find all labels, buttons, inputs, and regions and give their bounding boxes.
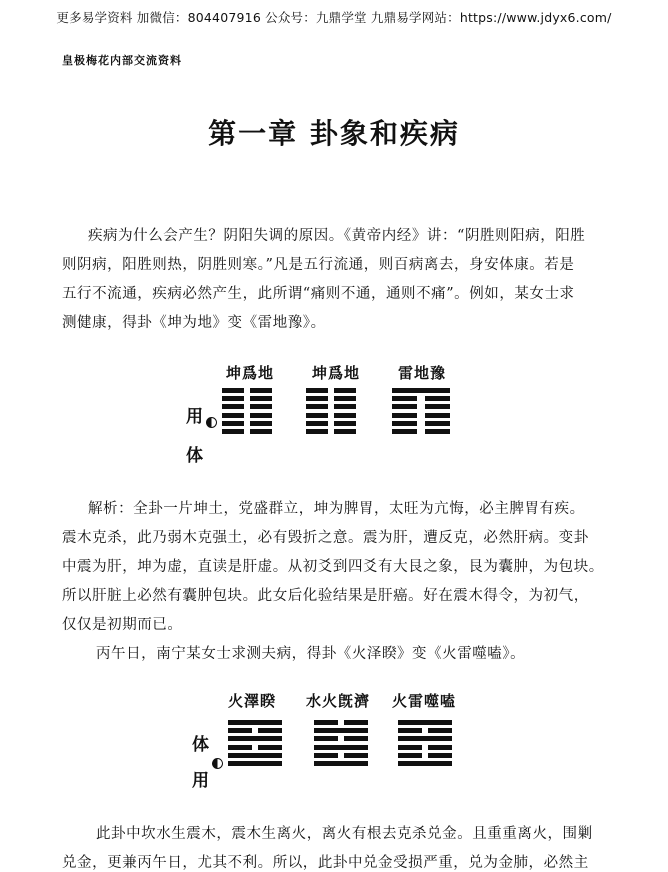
text-line: 则阴病，阳胜则热，阴胜则寒。”凡是五行流通，则百病离去，身安体康。若是 bbox=[62, 257, 575, 273]
hexagram-yu bbox=[392, 388, 450, 437]
hexagram-shike bbox=[398, 720, 452, 769]
yang-line bbox=[314, 728, 368, 733]
text-line: 五行不流通，疾病必然产生，此所谓“痛则不通，通则不痛”。例如，某女士求 bbox=[62, 286, 575, 302]
hexagram-kui bbox=[228, 720, 282, 769]
yang-line bbox=[228, 761, 282, 766]
text-line: 兑金，更兼丙午日，尤其不利。所以，此卦中兑金受损严重，兑为金肺，必然主 bbox=[62, 855, 589, 871]
yin-line bbox=[392, 429, 450, 434]
yin-line bbox=[306, 413, 356, 418]
yin-line bbox=[398, 728, 452, 733]
yin-line bbox=[228, 745, 282, 750]
hexagram-label: 火雷噬嗑 bbox=[392, 692, 457, 710]
yang-line bbox=[228, 753, 282, 758]
side-label-bottom: 用 bbox=[192, 771, 209, 791]
yin-line bbox=[228, 728, 282, 733]
text-line: 所以肝脏上必然有囊肿包块。此女后化验结果是肝癌。好在震木得令，为初气， bbox=[62, 588, 589, 604]
yang-line bbox=[228, 736, 282, 741]
yin-line bbox=[222, 388, 272, 393]
running-header: 皇极梅花内部交流资料 bbox=[62, 54, 182, 67]
text-line: 仅仅是初期而已。 bbox=[62, 617, 183, 633]
hexagram-label: 火澤睽 bbox=[228, 692, 277, 710]
yang-line bbox=[314, 761, 368, 766]
yin-line bbox=[306, 429, 356, 434]
side-label-top: 体 bbox=[192, 735, 209, 755]
yang-line bbox=[392, 388, 450, 393]
hexagram-label: 坤爲地 bbox=[312, 364, 361, 382]
text-line: 中震为肝，坤为虚，直读是肝虚。从初爻到四爻有大艮之象，艮为囊肿，为包块。 bbox=[62, 559, 604, 575]
yin-line bbox=[392, 404, 450, 409]
yin-line bbox=[222, 396, 272, 401]
text-line: 此卦中坎水生震木，震木生离火，离火有根去克杀兑金。且重重离火，围剿 bbox=[96, 826, 593, 842]
top-promo-bar: 更多易学资料 加微信：804407916 公众号：九鼎学堂 九鼎易学网站：https://www.jdyx6.com/ bbox=[56, 10, 612, 25]
yang-line bbox=[314, 745, 368, 750]
yin-line bbox=[398, 745, 452, 750]
yang-line bbox=[398, 720, 452, 725]
taiji-icon bbox=[206, 417, 217, 428]
yin-line bbox=[222, 404, 272, 409]
yin-line bbox=[306, 396, 356, 401]
yin-line bbox=[306, 421, 356, 426]
yin-line bbox=[314, 753, 368, 758]
text-line: 丙午日，南宁某女士求测夫病，得卦《火泽睽》变《火雷噬嗑》。 bbox=[96, 646, 526, 662]
text-line: 震木克杀，此乃弱木克强土，必有毁折之意。震为肝，遭反克，必然肝病。变卦 bbox=[62, 530, 589, 546]
yin-line bbox=[306, 388, 356, 393]
yin-line bbox=[222, 421, 272, 426]
yin-line bbox=[392, 413, 450, 418]
yang-line bbox=[228, 720, 282, 725]
yang-line bbox=[398, 761, 452, 766]
text-line: 测健康，得卦《坤为地》变《雷地豫》。 bbox=[62, 315, 326, 331]
hexagram-label: 水火旣濟 bbox=[306, 692, 371, 710]
yin-line bbox=[222, 429, 272, 434]
yin-line bbox=[222, 413, 272, 418]
yin-line bbox=[306, 404, 356, 409]
yin-line bbox=[314, 720, 368, 725]
yin-line bbox=[392, 396, 450, 401]
hexagram-kun-2 bbox=[306, 388, 356, 437]
taiji-icon bbox=[212, 758, 223, 769]
hexagram-kun-1 bbox=[222, 388, 272, 437]
yang-line bbox=[398, 736, 452, 741]
hexagram-label: 坤爲地 bbox=[226, 364, 275, 382]
text-line: 解析：全卦一片坤土，党盛群立，坤为脾胃，太旺为亢悔，必主脾胃有疾。 bbox=[88, 501, 585, 517]
yin-line bbox=[392, 421, 450, 426]
side-label-top: 用 bbox=[186, 407, 203, 427]
yin-line bbox=[398, 753, 452, 758]
hexagram-label: 雷地豫 bbox=[398, 364, 447, 382]
text-line: 疾病为什么会产生？阴阳失调的原因。《黄帝内经》讲：“阴胜则阳病，阳胜 bbox=[88, 228, 586, 244]
side-label-bottom: 体 bbox=[186, 446, 203, 466]
chapter-title: 第一章 卦象和疾病 bbox=[208, 117, 460, 150]
yin-line bbox=[314, 736, 368, 741]
hexagram-jiji bbox=[314, 720, 368, 769]
